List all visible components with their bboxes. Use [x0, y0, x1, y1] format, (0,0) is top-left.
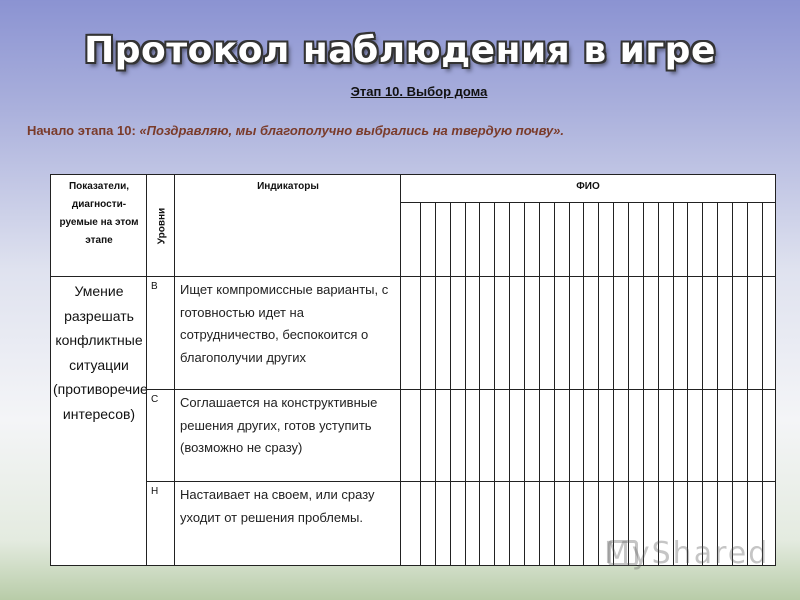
name-column-line	[450, 202, 451, 565]
grid-line	[400, 175, 401, 565]
skill-conflict-resolution: Умение разрешать конфликтные ситуации (противоречие интересов)	[53, 283, 148, 422]
grid-line	[146, 175, 147, 565]
name-column-line	[643, 202, 644, 565]
intro-label: Начало этапа 10:	[27, 123, 136, 138]
name-column-line	[554, 202, 555, 565]
name-column-line	[732, 202, 733, 565]
header-levels	[148, 175, 175, 276]
name-column-line	[539, 202, 540, 565]
name-column-line	[598, 202, 599, 565]
watermark: MyShared	[604, 536, 770, 571]
name-column-line	[673, 202, 674, 565]
name-column-line	[435, 202, 436, 565]
name-column-line	[687, 202, 688, 565]
name-column-line	[524, 202, 525, 565]
level-high: В	[151, 281, 158, 292]
header-indicators-diagnosed: Показатели, диагности-руемые на этом этапе	[59, 181, 139, 246]
name-column-line	[479, 202, 480, 565]
name-column-line	[702, 202, 703, 565]
level-medium: С	[151, 394, 159, 405]
name-column-line	[717, 202, 718, 565]
grid-line	[146, 389, 775, 390]
indicator-medium: Соглашается на конструктивные решения других, готов уступить (возможно не сразу)	[180, 395, 378, 455]
observation-table	[50, 174, 776, 566]
name-column-line	[420, 202, 421, 565]
name-column-line	[509, 202, 510, 565]
name-column-line	[747, 202, 748, 565]
name-column-line	[628, 202, 629, 565]
name-column-line	[762, 202, 763, 565]
grid-line	[400, 202, 775, 203]
stage-subtitle: Этап 10. Выбор дома	[350, 84, 488, 99]
header-indicators: Индикаторы	[257, 181, 319, 192]
slide-title: Протокол наблюдения в игре	[84, 30, 716, 71]
grid-line	[174, 175, 175, 565]
header-levels-label: Уровни	[156, 207, 167, 244]
name-column-line	[583, 202, 584, 565]
name-column-line	[465, 202, 466, 565]
grid-line	[51, 276, 775, 277]
indicator-high: Ищет компромиссные варианты, с готовностью идет на сотрудничество, беспокоится о благополучии других	[180, 282, 389, 365]
name-column-line	[658, 202, 659, 565]
grid-line	[146, 481, 775, 482]
indicator-low: Настаивает на своем, или сразу уходит от решения проблемы.	[180, 487, 375, 525]
stage-intro	[27, 123, 787, 138]
level-low: Н	[151, 486, 159, 497]
name-column-line	[494, 202, 495, 565]
name-column-line	[569, 202, 570, 565]
intro-quote: «Поздравляю, мы благополучно выбрались на твердую почву».	[139, 123, 565, 138]
name-column-line	[613, 202, 614, 565]
header-full-name: ФИО	[576, 181, 600, 192]
